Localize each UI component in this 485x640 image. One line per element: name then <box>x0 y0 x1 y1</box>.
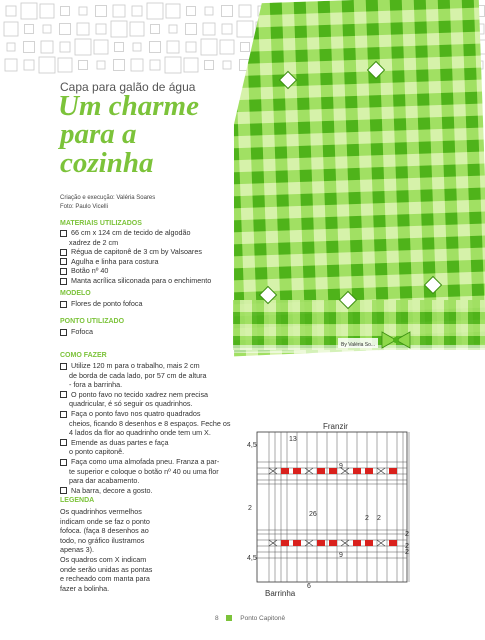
materials-list-line: Botão nº 40 <box>60 266 108 276</box>
howto-list-line: Faça como uma almofada pneu. Franza a par- <box>60 457 219 467</box>
stitch-item: Fofoca <box>60 327 93 337</box>
checkbox-icon <box>60 459 67 466</box>
diagram-dimension-label: 9 <box>339 463 343 470</box>
diagram-dimension-label: 2 <box>248 505 252 512</box>
decorative-square <box>131 59 143 71</box>
checkbox-icon <box>60 301 67 308</box>
decorative-square <box>187 7 196 16</box>
howto-list-line: para dar acabamento. <box>69 476 140 486</box>
decorative-square <box>6 6 16 16</box>
page-title-line2: para a <box>60 118 137 150</box>
decorative-square <box>96 6 107 17</box>
diagram-label-barrinha: Barrinha <box>265 589 296 598</box>
decorative-square <box>165 57 181 73</box>
materials-list-line: Régua de capitonê de 3 cm by Valsoares <box>60 247 202 257</box>
decorative-square <box>111 21 127 37</box>
decorative-square <box>61 7 70 16</box>
diagram-dimension-label: 4,5 <box>247 442 257 449</box>
diagram-dimension-label: 13 <box>289 436 297 443</box>
credit-photo: Foto: Paulo Vicelli <box>60 204 108 210</box>
materials-list-line: xadrez de 2 cm <box>69 237 119 247</box>
decorative-square <box>133 43 141 51</box>
decorative-square <box>79 7 87 15</box>
page-title-line3: cozinha <box>60 147 154 179</box>
howto-list-line: - fora a barrinha. <box>69 380 123 390</box>
decorative-square <box>132 6 142 16</box>
decorative-square <box>113 5 125 17</box>
legend-list-line: Os quadros com X indicam <box>60 555 147 564</box>
decorative-square <box>151 25 160 34</box>
howto-list-line: Faça o ponto favo nos quatro quadrados <box>60 409 200 419</box>
howto-list-line: Utilize 120 m para o trabalho, mais 2 cm <box>60 361 200 371</box>
decorative-square <box>4 22 18 36</box>
howto-list-line: Emende as duas partes e faça <box>60 438 169 448</box>
diagram-dimension-label: 2 <box>365 515 369 522</box>
footer-text: Ponto Capitonê <box>240 615 286 622</box>
howto-list-line: 4 lados da flor ao quadrinho onde tem um X. <box>69 428 211 438</box>
legend-list-line: indicam onde se faz o ponto <box>60 516 150 526</box>
sewing-diagram <box>245 420 425 600</box>
decorative-square <box>130 22 144 36</box>
decorative-square <box>96 24 106 34</box>
decorative-square <box>21 3 37 19</box>
howto-list-line: cheios, ficando 8 desenhos e 8 espaços. Feche os <box>69 418 231 428</box>
howto-list-line: Na barra, decore a gosto. <box>60 486 153 496</box>
diagram-dimension-label: 2 <box>405 531 409 538</box>
decorative-square <box>114 60 125 71</box>
decorative-square <box>40 4 54 18</box>
decorative-square <box>97 61 105 69</box>
checkbox-icon <box>60 439 67 446</box>
diagram-dimension-label: 6 <box>307 583 311 590</box>
footer-bullet-icon <box>226 615 232 621</box>
decorative-square <box>205 61 214 70</box>
decorative-square <box>203 23 215 35</box>
materials-heading: MATERIAIS UTILIZADOS <box>60 220 142 227</box>
decorative-square <box>166 4 180 18</box>
decorative-square <box>39 57 55 73</box>
model-item: Flores de ponto fofoca <box>60 299 143 309</box>
decorative-square <box>75 39 91 55</box>
legend-list-line: todo, no gráfico ilustramos <box>60 535 145 545</box>
checkbox-icon <box>60 363 67 370</box>
decorative-square <box>41 41 53 53</box>
diagram-dimension-label: 26 <box>309 511 317 518</box>
diagram-dimension-label: 2 <box>405 549 409 556</box>
decorative-square <box>186 42 196 52</box>
legend-list-line: Os quadrinhos vermelhos <box>60 507 142 516</box>
diagram-dimension-label: 2 <box>405 543 409 550</box>
credit-creation: Criação e execução: Valéria Soares <box>60 195 156 201</box>
checkbox-icon <box>60 249 67 256</box>
decorative-square <box>60 42 70 52</box>
decorative-square <box>150 42 161 53</box>
decorative-square <box>115 43 124 52</box>
checkbox-icon <box>60 411 67 418</box>
diagram-label-franzir: Franzir <box>323 422 348 431</box>
decorative-square <box>58 58 72 72</box>
decorative-square <box>205 7 213 15</box>
page-title-line1: Um charme <box>58 90 199 122</box>
diagram-dimension-label: 2 <box>377 515 381 522</box>
kicker-text: Capa para galão de água <box>60 80 196 94</box>
photo-label-tag: By Valéria So... <box>341 342 376 348</box>
checkbox-icon <box>60 278 67 285</box>
stitch-heading: PONTO UTILIZADO <box>60 318 125 325</box>
decorative-square <box>79 61 88 70</box>
checkbox-icon <box>60 268 67 275</box>
decorative-square <box>94 40 108 54</box>
howto-list-line: te superior e coloque o botão nº 40 ou uma flor <box>69 466 219 476</box>
decorative-square <box>184 58 198 72</box>
legend-list-line: apenas 3). <box>60 545 94 555</box>
model-heading: MODELO <box>60 290 91 297</box>
decorative-square <box>186 24 197 35</box>
howto-list-line: quadricular, é só seguir os quadrinhos. <box>69 399 193 409</box>
howto-heading: COMO FAZER <box>60 352 107 359</box>
materials-list-line: Agulha e linha para costura <box>60 257 159 267</box>
decorative-square <box>77 23 89 35</box>
legend-list-line: fofoca. (faça 8 desenhos ao <box>60 526 149 536</box>
checkbox-icon <box>60 258 67 265</box>
howto-list-line: o ponto capitonê. <box>69 447 125 457</box>
decorative-square <box>24 42 35 53</box>
decorative-square <box>25 25 34 34</box>
decorative-square <box>43 25 51 33</box>
checkbox-icon <box>60 230 67 237</box>
howto-list-line: de borda de cada lado, por 57 cm de altura <box>69 370 207 380</box>
materials-list-line: Manta acrílica siliconada para o enchimento <box>60 276 211 286</box>
decorative-square <box>60 24 71 35</box>
howto-list-line: O ponto favo no tecido xadrez nem precisa <box>60 390 208 400</box>
legend-list-line: e recheado com manta para <box>60 574 150 584</box>
legend-heading: LEGENDA <box>60 497 95 504</box>
checkbox-icon <box>60 391 67 398</box>
decorative-square <box>7 43 15 51</box>
diagram-dimension-label: 9 <box>339 552 343 559</box>
checkbox-icon <box>60 487 67 494</box>
checkbox-icon <box>60 329 67 336</box>
decorative-square <box>24 60 34 70</box>
materials-list-line: 66 cm x 124 cm de tecido de algodão <box>60 228 190 238</box>
decorative-square <box>201 39 217 55</box>
legend-list-line: fazer a bolinha. <box>60 583 110 593</box>
page-number: 8 <box>215 615 219 622</box>
decorative-square <box>167 41 179 53</box>
decorative-square <box>5 59 17 71</box>
diagram-dimension-label: 4,5 <box>247 555 257 562</box>
decorative-square <box>147 3 163 19</box>
product-photo <box>228 0 485 372</box>
decorative-square <box>150 60 160 70</box>
page-footer <box>215 615 285 622</box>
diagram-grid <box>247 432 409 590</box>
legend-list-line: onde serão unidas as pontas <box>60 564 153 574</box>
decorative-square <box>169 25 177 33</box>
